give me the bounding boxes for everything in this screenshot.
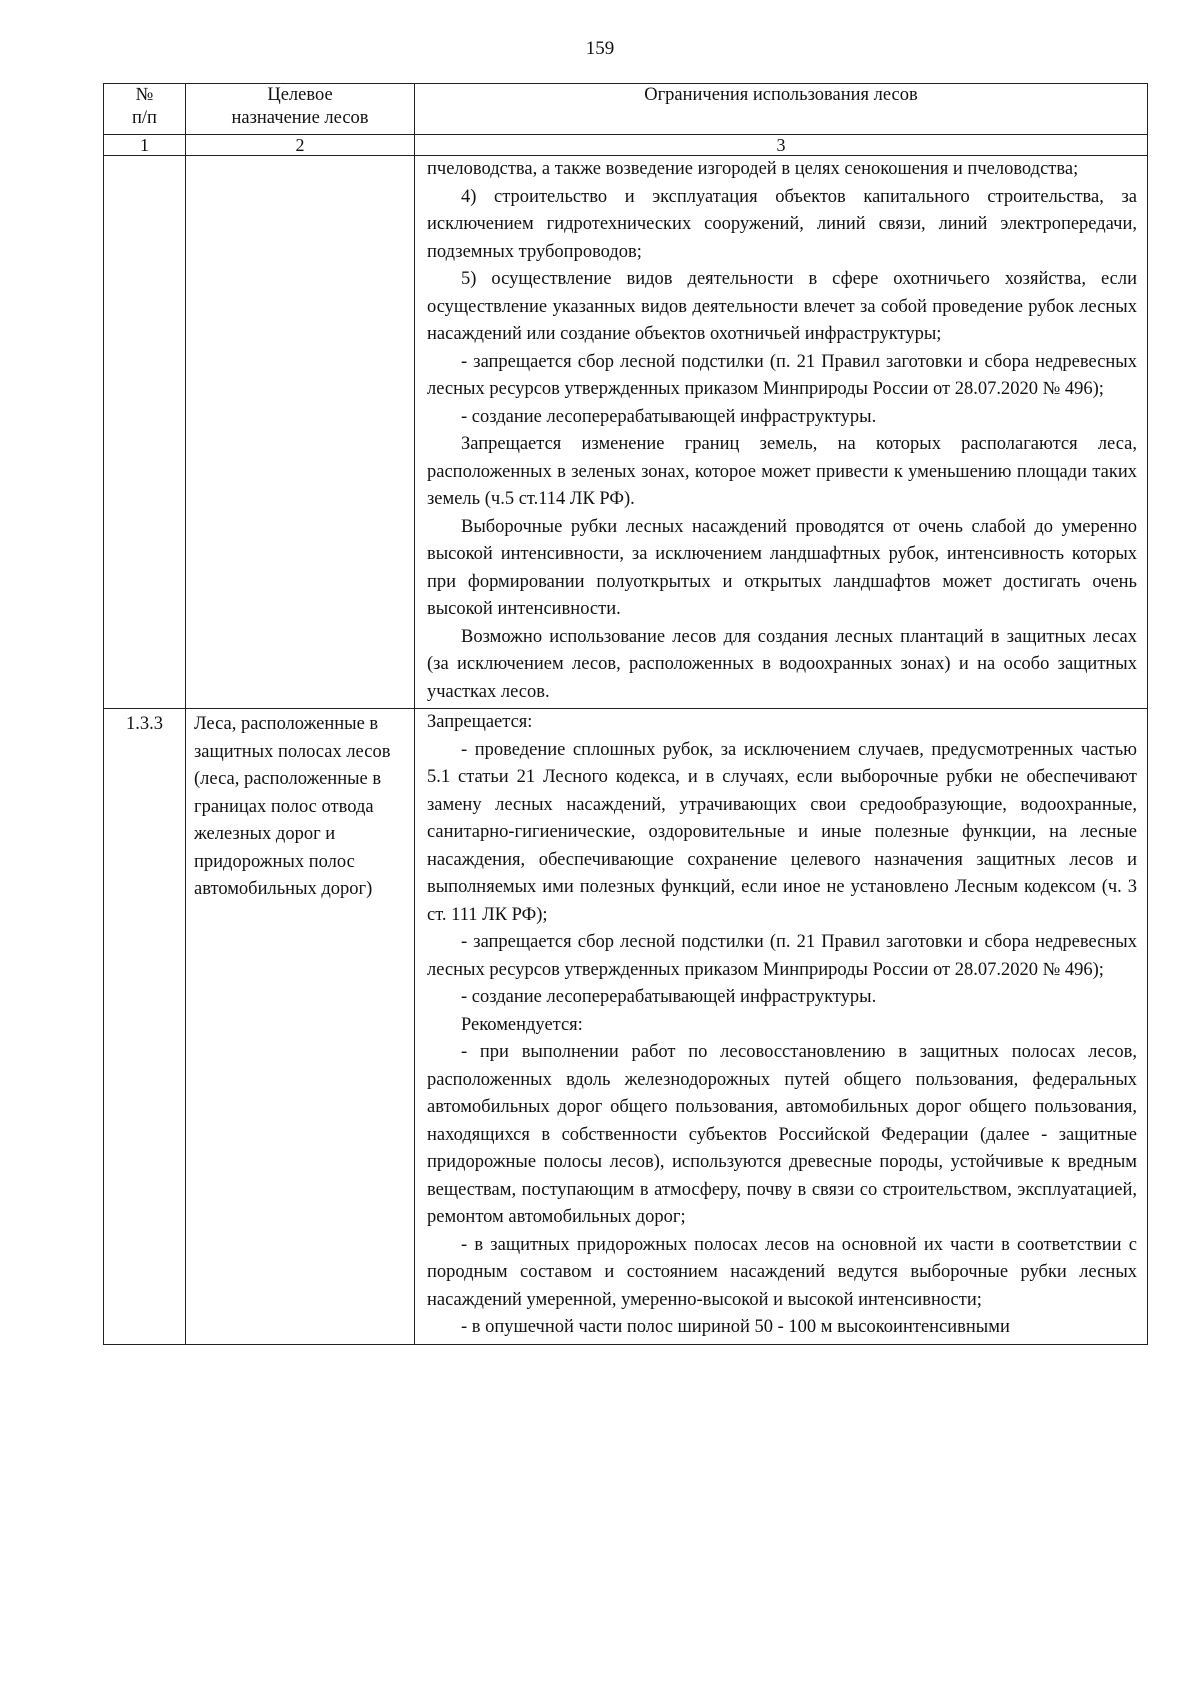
table-row-continued (104, 156, 1148, 709)
column-number: 3 (415, 135, 1148, 156)
header-purpose-line1: Целевое (267, 85, 333, 105)
restriction-paragraph: - создание лесоперерабатывающей инфраструктуры. (461, 406, 877, 427)
restriction-paragraph: Возможно использование лесов для создания лесных плантаций в защитных лесах (за исключением лесов, расположенных в водоохранных зонах) и на особо защитных участках лесов. (427, 626, 1137, 702)
page-number: 159 (585, 38, 615, 59)
restriction-paragraph: - запрещается сбор лесной подстилки (п. 21 Правил заготовки и сбора недревесных лесных ресурсов утвержденных приказом Минприроды России от 28.07.2020 № 496); (427, 932, 1137, 980)
header-number (104, 84, 186, 135)
row-number: 1.3.3 (104, 709, 186, 1345)
restriction-paragraph: Запрещается изменение границ земель, на которых располагаются леса, расположенных в зеленых зонах, которое может привести к уменьшению площади таких земель (ч.5 ст.114 ЛК РФ). (427, 434, 1137, 509)
header-purpose-line2: назначение лесов (231, 108, 369, 128)
row-restrictions-cell (415, 709, 1148, 1345)
header-purpose (186, 84, 415, 135)
row-purpose-cell (186, 156, 415, 709)
table-row-1-3-3 (104, 709, 1148, 1345)
restriction-heading: Запрещается: (427, 712, 533, 732)
table-header-row (104, 84, 1148, 135)
row-purpose: Леса, расположенные в защитных полосах лесов (леса, расположенные в границах полос отвода железных дорог и придорожных полос автомобильных дорог) (186, 709, 415, 1345)
recommendation-paragraph: - в опушечной части полос шириной 50 - 100 м высокоинтенсивными (461, 1317, 1010, 1337)
restriction-paragraph: пчеловодства, а также возведение изгородей в целях сенокошения и пчеловодства; (427, 159, 1079, 179)
restriction-paragraph: 4) строительство и эксплуатация объектов капитального строительства, за исключением гидротехнических сооружений, линий связи, линий электропередачи, подземных трубопроводов; (427, 186, 1137, 262)
restriction-paragraph: - проведение сплошных рубок, за исключением случаев, предусмотренных частью 5.1 статьи 21 Лесного кодекса, и в случаях, если выборочные рубки не обеспечивают замену лесных насаждений, утрачивающих свои средообразующие, водоохранные, санитарно-гигиенические, оздоровительные и иные полезные функции, на лесные насаждения, обеспечивающие сохранение целевого назначения защитных лесов и выполняемых ими полезных функций, если иное не установлено Лесным кодексом (ч. 3 ст. 111 ЛК РФ); (427, 739, 1137, 925)
column-number-row (104, 135, 1148, 156)
header-number-symbol: № (135, 85, 154, 105)
restriction-paragraph: Выборочные рубки лесных насаждений проводятся от очень слабой до умеренно высокой интенсивности, за исключением ландшафтных рубок, интенсивность которых при формировании полуоткрытых и открытых ландшафтов может достигать очень высокой интенсивности. (427, 516, 1137, 619)
column-number: 1 (104, 135, 186, 156)
forest-restrictions-table (103, 83, 1148, 1345)
header-restrictions: Ограничения использования лесов (415, 84, 1148, 135)
recommendation-paragraph: - в защитных придорожных полосах лесов на основной их части в соответствии с породным составом и состоянием насаждений ведутся выборочные рубки лесных насаждений умеренной, умеренно-высокой и высокой интенсивности; (427, 1234, 1137, 1310)
column-number: 2 (186, 135, 415, 156)
restriction-paragraph: - создание лесоперерабатывающей инфраструктуры. (461, 987, 877, 1007)
header-number-abbr: п/п (132, 108, 157, 128)
row-restrictions-cell (415, 156, 1148, 709)
row-number-cell (104, 156, 186, 709)
recommendation-paragraph: - при выполнении работ по лесовосстановлению в защитных полосах лесов, расположенных вдоль железнодорожных путей общего пользования, федеральных автомобильных дорог общего пользования, автомобильных дорог общего пользования, находящихся в собственности субъектов Российской Федерации (далее - защитные придорожные полосы лесов), используются древесные породы, устойчивые к вредным веществам, поступающим в атмосферу, почву в связи со строительством, эксплуатацией, ремонтом автомобильных дорог; (427, 1042, 1137, 1227)
recommendation-heading: Рекомендуется: (461, 1014, 583, 1035)
restriction-paragraph: 5) осуществление видов деятельности в сфере охотничьего хозяйства, если осуществление указанных видов деятельности влечет за собой проведение рубок лесных насаждений или создание объектов охотничьей инфраструктуры; (427, 269, 1137, 344)
restriction-paragraph: - запрещается сбор лесной подстилки (п. 21 Правил заготовки и сбора недревесных лесных ресурсов утвержденных приказом Минприроды России от 28.07.2020 № 496); (427, 351, 1137, 399)
